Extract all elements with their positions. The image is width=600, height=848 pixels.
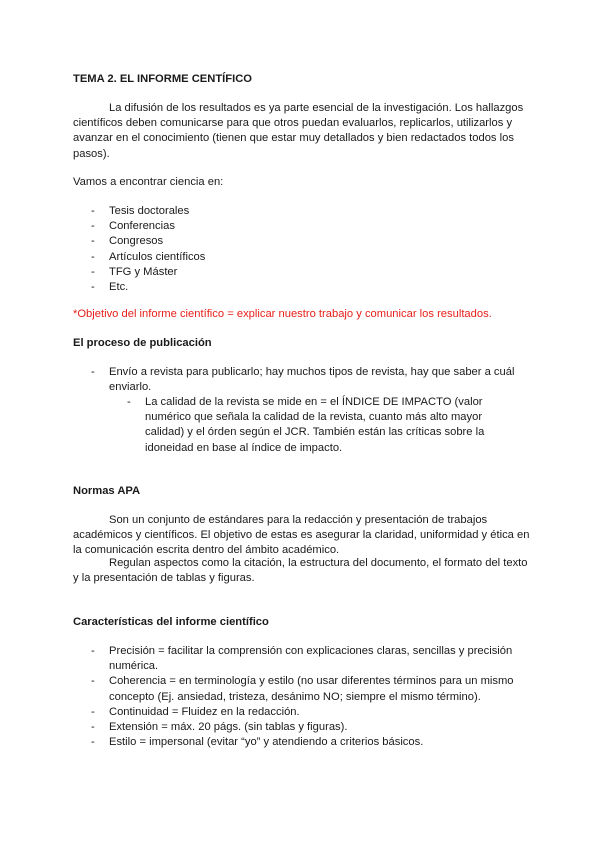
page-title: TEMA 2. EL INFORME CENTÍFICO [73, 73, 253, 85]
caracteristicas-heading: Características del informe científico [73, 616, 269, 628]
ciencia-list [73, 204, 533, 295]
list-item: - Congresos [73, 234, 533, 249]
list-item: - Continuidad = Fluidez en la redacción. [73, 705, 533, 720]
list-item: - Tesis doctorales [73, 204, 533, 219]
list-item: - Artículos científicos [73, 250, 533, 265]
list-item: - Envío a revista para publicarlo; hay muchos tipos de revista, hay que saber a cuál enviarlo. [73, 365, 533, 395]
apa-heading: Normas APA [73, 485, 141, 497]
list-item: - Coherencia = en terminología y estilo (no usar diferentes términos para un mismo concepto (Ej. ansiedad, tristeza, desánimo NO; siempre el mismo término). [73, 674, 533, 704]
ciencia-lead: Vamos a encontrar ciencia en: [73, 176, 224, 188]
objetivo-note: *Objetivo del informe científico = explicar nuestro trabajo y comunicar los resultados. [73, 308, 492, 320]
list-item: - TFG y Máster [73, 265, 533, 280]
caracteristicas-list [73, 644, 533, 750]
list-item: - Etc. [73, 280, 533, 295]
list-item: - La calidad de la revista se mide en = el ÍNDICE DE IMPACTO (valor numérico que señala la calidad de la revista, cuanto más alto mayor calidad) y el órden según el JCR. También están las críticas sobre la idoneidad en base al índice de impacto. [109, 395, 494, 456]
list-item: - Estilo = impersonal (evitar “yo” y atendiendo a criterios básicos. [73, 735, 533, 750]
intro-paragraph: La difusión de los resultados es ya parte esencial de la investigación. Los hallazgos científicos deben comunicarse para que otros puedan evaluarlos, replicarlos, utilizarlos y avanzar en el conocimiento (tienen que estar muy detallados y bien redactados todos los pasos). [73, 102, 524, 160]
publicacion-heading: El proceso de publicación [73, 337, 212, 349]
publicacion-sublist [109, 395, 494, 456]
apa-paragraph-2: Regulan aspectos como la citación, la estructura del documento, el formato del texto y la presentación de tablas y figuras. [73, 557, 528, 585]
publicacion-list [73, 365, 533, 395]
list-item: - Precisión = facilitar la comprensión con explicaciones claras, sencillas y precisión numérica. [73, 644, 533, 674]
list-item: - Conferencias [73, 219, 533, 234]
list-item: - Extensión = máx. 20 págs. (sin tablas y figuras). [73, 720, 533, 735]
apa-paragraph-1: Son un conjunto de estándares para la redacción y presentación de trabajos académicos y científicos. El objetivo de estas es asegurar la claridad, uniformidad y ética en la comunicación escrita dentro del ámbito académico. [73, 514, 530, 557]
